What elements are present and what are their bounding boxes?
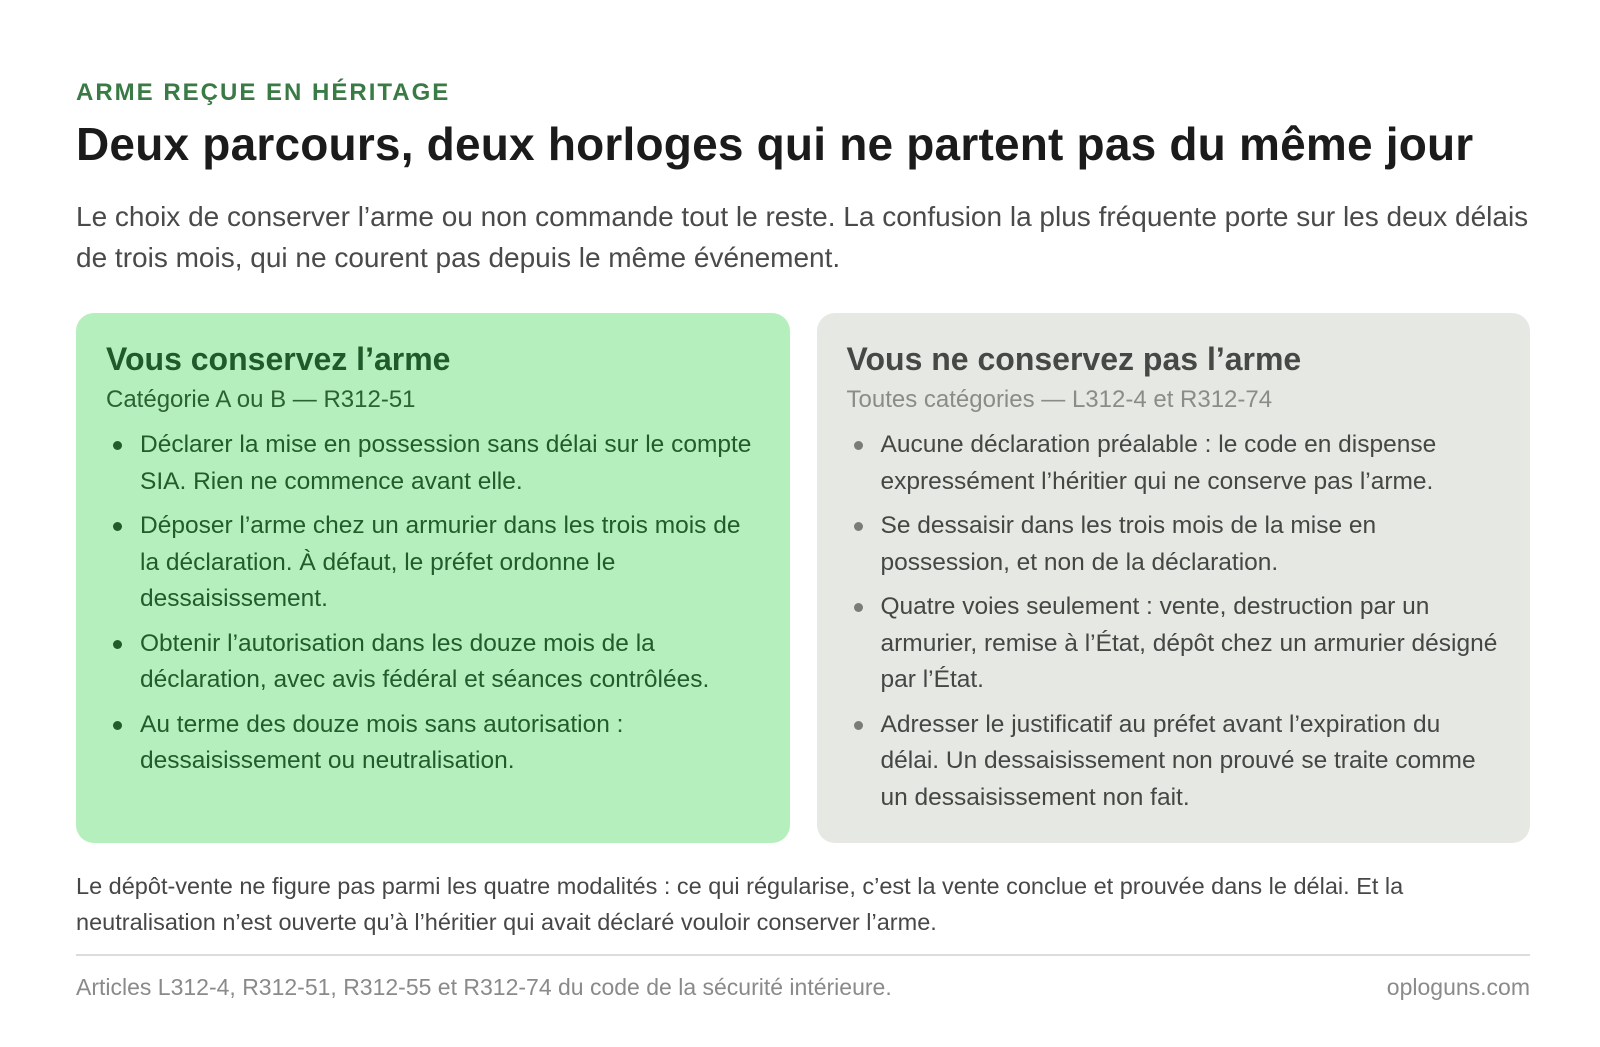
infographic [76, 78, 1530, 1000]
bullet-icon [113, 640, 122, 649]
card-list [106, 427, 760, 780]
sources-text: Articles L312-4, R312-51, R312-55 et R312-74 du code de la sécurité intérieure. [76, 974, 892, 1000]
list-item [847, 589, 1501, 699]
footer [76, 954, 1530, 1002]
list-item-text: Adresser le justificatif au préfet avant l’expiration du délai. Un dessaisissement non prouvé se traite comme un dessaisissement non fait. [880, 710, 1476, 811]
list-item [847, 707, 1501, 817]
card-not-keep-weapon [817, 313, 1531, 843]
list-item [847, 508, 1501, 581]
bullet-icon [113, 441, 122, 450]
list-item [847, 427, 1501, 500]
list-item-text: Quatre voies seulement : vente, destruction par un armurier, remise à l’État, dépôt chez un armurier désigné par l’État. [880, 593, 1498, 693]
cards-row [76, 313, 1530, 843]
bullet-icon [113, 522, 122, 531]
bullet-icon [854, 522, 863, 531]
card-subtitle: Catégorie A ou B — R312-51 [106, 386, 416, 413]
card-title: Vous conservez l’arme [106, 341, 451, 377]
list-item-text: Obtenir l’autorisation dans les douze mois de la déclaration, avec avis fédéral et séances contrôlées. [140, 629, 710, 693]
page-title: Deux parcours, deux horloges qui ne partent pas du même jour [76, 118, 1474, 170]
bullet-icon [113, 721, 122, 730]
bullet-icon [854, 441, 863, 450]
card-list [847, 427, 1501, 816]
list-item-text: Se dessaisir dans les trois mois de la mise en possession, et non de la déclaration. [880, 512, 1377, 576]
list-item-text: Aucune déclaration préalable : le code en dispense expressément l’héritier qui ne conserve pas l’arme. [880, 431, 1437, 495]
intro-paragraph: Le choix de conserver l’arme ou non commande tout le reste. La confusion la plus fréquente porte sur les deux délais de trois mois, qui ne courent pas depuis le même événement. [76, 201, 1529, 273]
bullet-icon [854, 721, 863, 730]
list-item [106, 508, 760, 618]
eyebrow-label: ARME REÇUE EN HÉRITAGE [76, 79, 451, 106]
list-item-text: Déposer l’arme chez un armurier dans les trois mois de la déclaration. À défaut, le préfet ordonne le dessaisissement. [140, 512, 741, 612]
list-item-text: Déclarer la mise en possession sans délai sur le compte SIA. Rien ne commence avant elle. [140, 431, 752, 495]
footnote-paragraph: Le dépôt-vente ne figure pas parmi les quatre modalités : ce qui régularise, c’est la vente conclue et prouvée dans le délai. Et la neutralisation n’est ouverte qu’à l’héritier qui avait déclaré vouloir conserver l’arme. [76, 873, 1404, 935]
list-item [106, 626, 760, 699]
site-name: oploguns.com [1386, 974, 1530, 1000]
card-subtitle: Toutes catégories — L312-4 et R312-74 [846, 386, 1273, 413]
bullet-icon [854, 603, 863, 612]
card-keep-weapon [76, 313, 790, 843]
card-title: Vous ne conservez pas l’arme [846, 341, 1302, 377]
list-item [106, 707, 760, 780]
list-item [106, 427, 760, 500]
list-item-text: Au terme des douze mois sans autorisation : dessaisissement ou neutralisation. [140, 710, 624, 774]
